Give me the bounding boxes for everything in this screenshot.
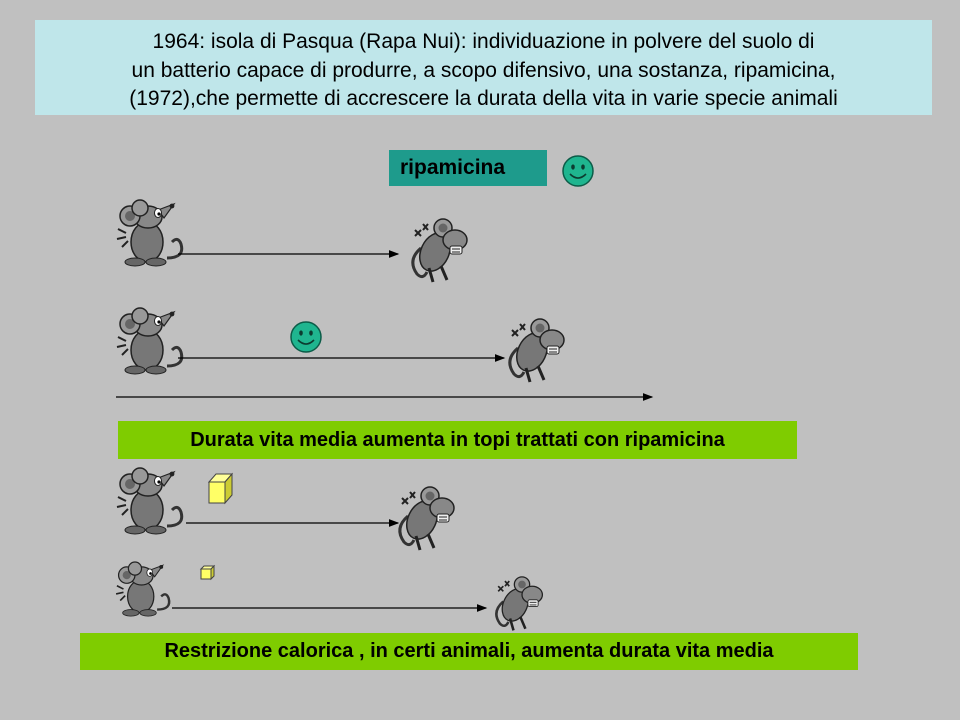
mouse-alive-icon [116,562,169,616]
mouse-dead-icon [400,487,454,550]
mouse-alive-icon [117,200,182,266]
title-line-2: un batterio capace di produrre, a scopo difensivo, una sostanza, ripamicina, [131,58,836,82]
food-cube-small-icon [201,566,214,579]
mouse-alive-icon [117,468,182,534]
mouse-dead-icon [510,319,564,382]
title-line-1: 1964: isola di Pasqua (Rapa Nui): individuazione in polvere del suolo di [152,30,815,53]
smiley-icon [563,156,593,186]
title-line-3: (1972),che permette di accrescere la durata della vita in varie specie animali [129,87,838,110]
mouse-alive-icon [117,308,182,374]
mouse-dead-icon [413,219,467,282]
ripamicina-label: ripamicina [389,150,547,186]
food-cube-large-icon [209,474,232,503]
smiley-icon [291,322,321,352]
rapamycin-result-banner: Durata vita media aumenta in topi trattati con ripamicina [118,421,797,459]
mouse-dead-icon [496,577,542,631]
caloric-restriction-banner: Restrizione calorica , in certi animali, aumenta durata vita media [80,633,858,670]
